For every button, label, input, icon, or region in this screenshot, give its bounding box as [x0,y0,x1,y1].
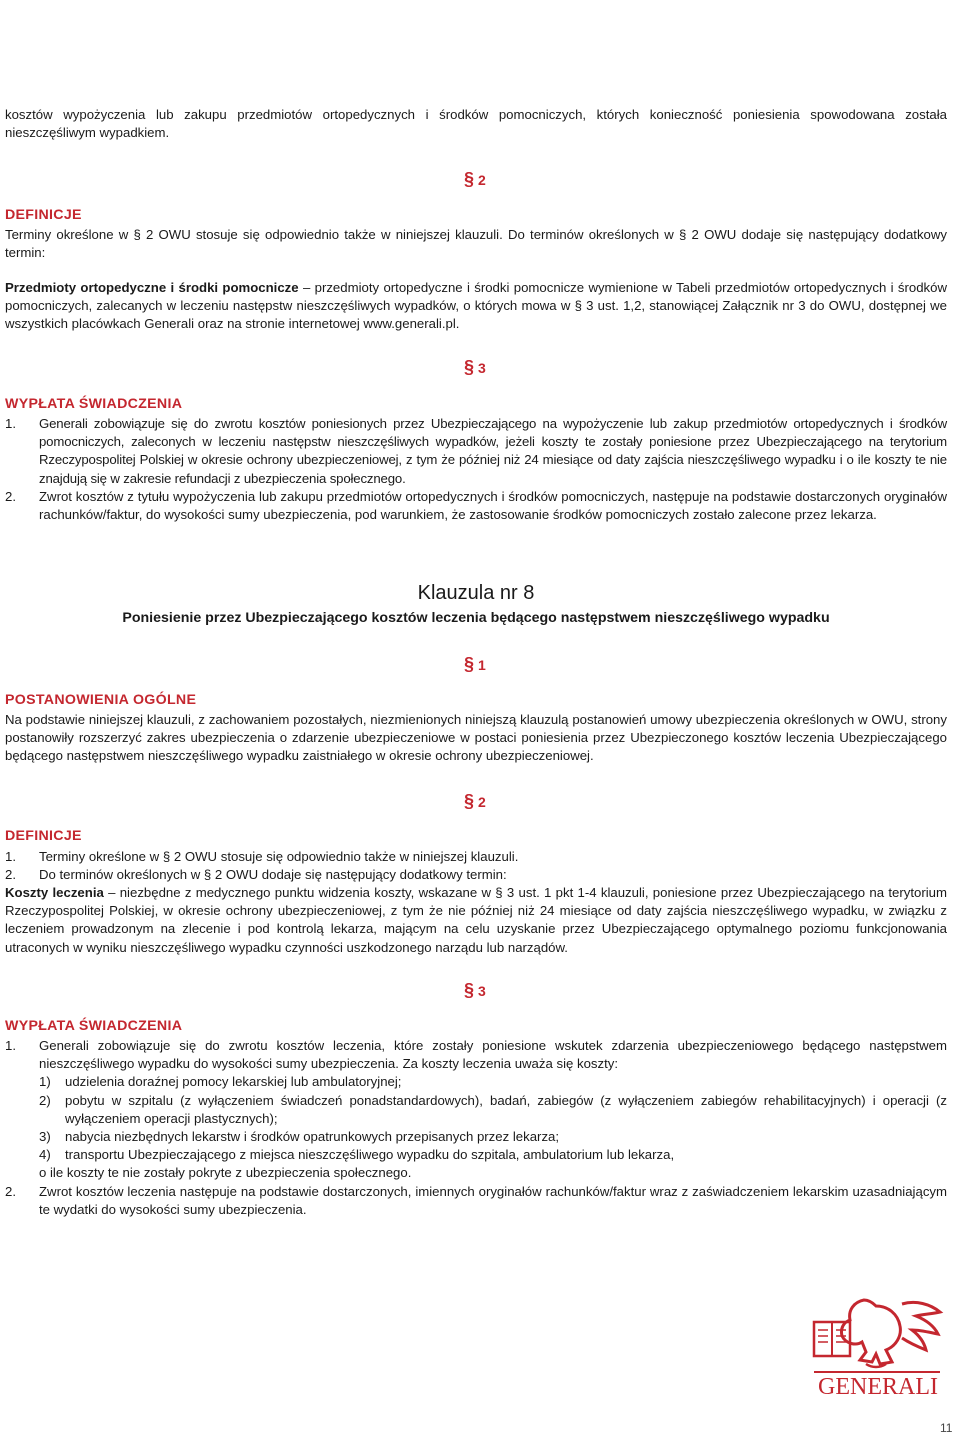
list-item: 1. Generali zobowiązuje się do zwrotu kosztów leczenia, które zostały poniesione wskutek zdarzenia ubezpieczeniowego będącego następstwem nieszczęśliwego wypadku do wysokości sumy ubezpieczenia. Za koszty leczenia uważa się koszty: 1) udzielenia doraźnej pomocy lekarskiej lub ambulatoryjnej; 2) pobytu w szpitalu (z wyłączeniem świadczeń ponadstandardowych), badań, zabiegów (z wyłączeniem zabiegów rehabilitacyjnych) i operacji (z wyłączeniem operacji plastycznych); 3) nabycia niezbędnych lekarstw i środków opatrunkowych przepisanych przez lekarza; 4) transportu Ubezpieczającego z miejsca nieszczęśliwego wypadku do szpitala, ambulatorium lub lekarza, o ile koszty te nie zostały pokryte z ubezpieczenia społecznego. [5,1038,947,1181]
definition-orthopedic [5,279,947,334]
logo-wordmark: GENERALI [818,1374,938,1400]
generali-logo [806,1292,946,1404]
definition-text: – niezbędne z medycznego punktu widzenia koszty, wskazane w § 3 ust. 1 pkt 1-4 klauzuli, poniesione przez Ubezpieczającego na terytorium Rzeczypospolitej Polskiej, w okresie ochrony ubezpieczeniowej, z tym że nie później niż 24 miesiące od daty zajścia nieszczęśliwego wypadku, w związku z leczeniem prowadzonym na zlecenie i pod kontrolą lekarza, mającym na celu uzyskanie przez Ubezpieczającego optymalnego poziomu funkcjonowania utraconych w wyniku nieszczęśliwego wypadku czynności uszkodzonego narządu lub narządów. [5,885,947,955]
payment-list [5,415,947,524]
definition-text: – przedmioty ortopedyczne i środki pomocnicze wymienione w Tabeli przedmiotów ortopedycznych i środków pomocniczych, zalecanych w leczeniu następstw nieszczęśliwych wypadków, o których mowa w § 3 ust. 1,2, stanowiącej Załącznik nr 3 do OWU, dostępnej we wszystkich placówkach Generali oraz na stronie internetowej www.generali.pl. [5,280,947,332]
section-heading-definitions: DEFINICJE [5,828,82,844]
clause-subtitle: Poniesienie przez Ubezpieczającego kosztów leczenia będącego następstwem nieszczęśliwego wypadku [122,610,830,626]
section-number: § 2 [464,169,486,189]
section-number: § 2 [464,791,486,811]
section-heading-definitions: DEFINICJE [5,207,82,223]
list-item: 1. Generali zobowiązuje się do zwrotu kosztów poniesionych przez Ubezpieczającego na wypożyczenie lub zakup przedmiotów ortopedycznych i środków pomocniczych, zaleconych w leczeniu następstw nieszczęśliwych wypadków, jeżeli koszty te zostały poniesione przez Ubezpieczającego na terytorium Rzeczypospolitej Polskiej w okresie ochrony ubezpieczeniowej, z tym że później niż 24 miesiące od daty zajścia nieszczęśliwego wypadku i o ile koszty te nie znajdują się w zakresie refundacji z ubezpieczenia społecznego. [5,416,947,486]
list-item: 2. Do terminów określonych w § 2 OWU dodaje się następujący dodatkowy termin: [5,867,507,883]
section-number: § 1 [464,654,486,674]
sub-list-item: 2) pobytu w szpitalu (z wyłączeniem świadczeń ponadstandardowych), badań, zabiegów (z wyłączeniem zabiegów rehabilitacyjnych) i operacji (z wyłączeniem operacji plastycznych); [39,1092,947,1126]
definition-treatment-costs [5,884,947,957]
continuation-paragraph: kosztów wypożyczenia lub zakupu przedmiotów ortopedycznych i środków pomocniczych, których konieczność poniesienia spowodowana została nieszczęśliwym wypadkiem. [5,107,947,141]
list-item: 2. Zwrot kosztów leczenia następuje na podstawie dostarczonych, imiennych oryginałów rachunków/faktur wraz z zaświadczeniem lekarskim uzasadniającym te wydatki do wysokości sumy ubezpieczenia. [5,1183,947,1217]
section-heading-payment: WYPŁATA ŚWIADCZENIA [5,396,183,412]
general-paragraph: Na podstawie niniejszej klauzuli, z zachowaniem pozostałych, niezmienionych niniejszą klauzulą postanowień umowy ubezpieczenia określonych w OWU, strony postanowiły rozszerzyć zakres ubezpieczenia o zdarzenie ubezpieczeniowe w postaci poniesienia przez Ubezpieczonego kosztów leczenia Ubezpieczającego będącego następstwem nieszczęśliwego wypadku zaistniałego w okresie ochrony ubezpieczeniowej. [5,712,947,764]
list-item: 1. Terminy określone w § 2 OWU stosuje się odpowiednio także w niniejszej klauzuli. [5,849,519,864]
section-number: § 3 [464,980,486,1000]
definition-term: Koszty leczenia [5,885,104,900]
definition-term: Przedmioty ortopedyczne i środki pomocnicze [5,280,299,295]
section-number: § 3 [464,357,486,377]
treatment-payment-list [5,1037,947,1219]
sub-list-item: 1) udzielenia doraźnej pomocy lekarskiej lub ambulatoryjnej; [39,1074,402,1090]
clause-title: Klauzula nr 8 [417,582,535,604]
sub-list-item: 4) transportu Ubezpieczającego z miejsca nieszczęśliwego wypadku do szpitala, ambulatorium lub lekarza, [39,1147,675,1163]
section-heading-general: POSTANOWIENIA OGÓLNE [5,692,197,708]
list-item: 2. Zwrot kosztów z tytułu wypożyczenia lub zakupu przedmiotów ortopedycznych i środków pomocniczych, następuje na podstawie dostarczonych oryginałów rachunków/faktur, do wysokości sumy ubezpieczenia, pod warunkiem, że zastosowanie środków pomocniczych zostało zalecone przez lekarza. [5,488,947,523]
definitions-list [5,848,947,884]
sub-list-item: 3) nabycia niezbędnych lekarstw i środków opatrunkowych przepisanych przez lekarza; [39,1129,560,1145]
section-heading-payment: WYPŁATA ŚWIADCZENIA [5,1018,183,1034]
definitions-paragraph: Terminy określone w § 2 OWU stosuje się odpowiednio także w niniejszej klauzuli. Do terminów określonych w § 2 OWU dodaje się następujący dodatkowy termin: [5,227,947,261]
page-number: 11 [940,1421,953,1435]
